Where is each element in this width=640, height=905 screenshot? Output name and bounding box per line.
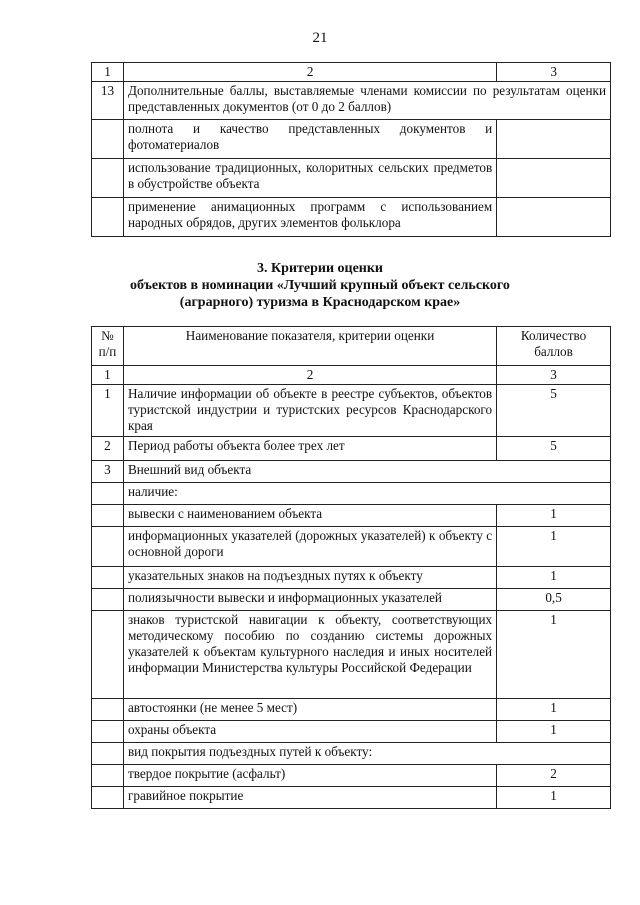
row-text: знаков туристской навигации к объекту, соответствующих методическому пособию по созданию системы дорожных указателей к объектам культурного наследия и иных носителей информации Министерства культуры Российской Федерации <box>123 611 496 699</box>
row-score: 1 <box>497 567 611 589</box>
section-title-line: объектов в номинации «Лучший крупный объект сельского <box>130 278 510 293</box>
row-score: 1 <box>497 787 611 809</box>
table-row <box>92 699 611 721</box>
row-text: гравийное покрытие <box>123 787 496 809</box>
table-row <box>92 527 611 567</box>
row-number <box>92 765 124 787</box>
column-number-3: 3 <box>497 366 611 385</box>
section-title-line: (аграрного) туризма в Краснодарском крае» <box>179 295 461 310</box>
table-row <box>92 589 611 611</box>
row-number: 1 <box>92 385 124 437</box>
row-text: использование традиционных, колоритных сельских предметов в обустройстве объекта <box>123 159 496 198</box>
table-row <box>92 743 611 765</box>
row-score: 1 <box>497 699 611 721</box>
section-title-line: 3. Критерии оценки <box>257 261 383 276</box>
row-number <box>92 567 124 589</box>
row-text: полнота и качество представленных документов и фотоматериалов <box>123 120 496 159</box>
column-number-2: 2 <box>123 63 496 82</box>
section-title <box>0 260 640 311</box>
row-score <box>497 198 611 237</box>
table-header-row <box>92 327 611 366</box>
row-text: Период работы объекта более трех лет <box>123 437 496 461</box>
row-score: 2 <box>497 765 611 787</box>
table-row <box>92 385 611 437</box>
row-number <box>92 699 124 721</box>
column-number-3: 3 <box>497 63 611 82</box>
table-header-row <box>92 63 611 82</box>
row-text: полиязычности вывески и информационных указателей <box>123 589 496 611</box>
criteria-table <box>91 326 611 809</box>
table-row <box>92 437 611 461</box>
column-number-2: 2 <box>123 366 496 385</box>
row-number <box>92 120 124 159</box>
row-text: Дополнительные баллы, выставляемые членами комиссии по результатам оценки представленных документов (от 0 до 2 баллов) <box>123 82 610 120</box>
column-number-1: 1 <box>92 63 124 82</box>
row-number: 13 <box>92 82 124 120</box>
row-number <box>92 159 124 198</box>
row-text: охраны объекта <box>123 721 496 743</box>
row-score: 1 <box>497 611 611 699</box>
row-number: 2 <box>92 437 124 461</box>
row-text: автостоянки (не менее 5 мест) <box>123 699 496 721</box>
row-number <box>92 743 124 765</box>
row-text: наличие: <box>123 483 610 505</box>
table-row <box>92 159 611 198</box>
table-row <box>92 82 611 120</box>
row-score: 5 <box>497 437 611 461</box>
row-score: 1 <box>497 721 611 743</box>
column-header-score: Количество баллов <box>497 327 611 366</box>
row-text: Внешний вид объекта <box>123 461 610 483</box>
row-text: применение анимационных программ с использованием народных обрядов, других элементов фольклора <box>123 198 496 237</box>
row-number <box>92 198 124 237</box>
row-score <box>497 120 611 159</box>
row-number <box>92 589 124 611</box>
row-text: информационных указателей (дорожных указателей) к объекту с основной дороги <box>123 527 496 567</box>
table-row <box>92 198 611 237</box>
table-row <box>92 505 611 527</box>
table-row <box>92 461 611 483</box>
row-number: 3 <box>92 461 124 483</box>
row-number <box>92 611 124 699</box>
row-number <box>92 505 124 527</box>
column-number-1: 1 <box>92 366 124 385</box>
table-row <box>92 483 611 505</box>
row-number <box>92 483 124 505</box>
column-header-name: Наименование показателя, критерии оценки <box>123 327 496 366</box>
row-text: вывески с наименованием объекта <box>123 505 496 527</box>
table-row <box>92 721 611 743</box>
page-number: 21 <box>312 30 328 46</box>
column-numbering-row <box>92 366 611 385</box>
row-text: вид покрытия подъездных путей к объекту: <box>123 743 610 765</box>
criteria-table-continued <box>91 62 611 237</box>
table-row <box>92 120 611 159</box>
row-text: твердое покрытие (асфальт) <box>123 765 496 787</box>
row-text: указательных знаков на подъездных путях к объекту <box>123 567 496 589</box>
row-number <box>92 527 124 567</box>
row-score: 1 <box>497 527 611 567</box>
column-header-number: № п/п <box>92 327 124 366</box>
row-number <box>92 721 124 743</box>
row-number <box>92 787 124 809</box>
row-text: Наличие информации об объекте в реестре субъектов, объектов туристской индустрии и туристских ресурсов Краснодарского края <box>123 385 496 437</box>
row-score: 0,5 <box>497 589 611 611</box>
table-row <box>92 611 611 699</box>
table-row <box>92 567 611 589</box>
table-row <box>92 787 611 809</box>
table-row <box>92 765 611 787</box>
row-score: 1 <box>497 505 611 527</box>
row-score <box>497 159 611 198</box>
row-score: 5 <box>497 385 611 437</box>
